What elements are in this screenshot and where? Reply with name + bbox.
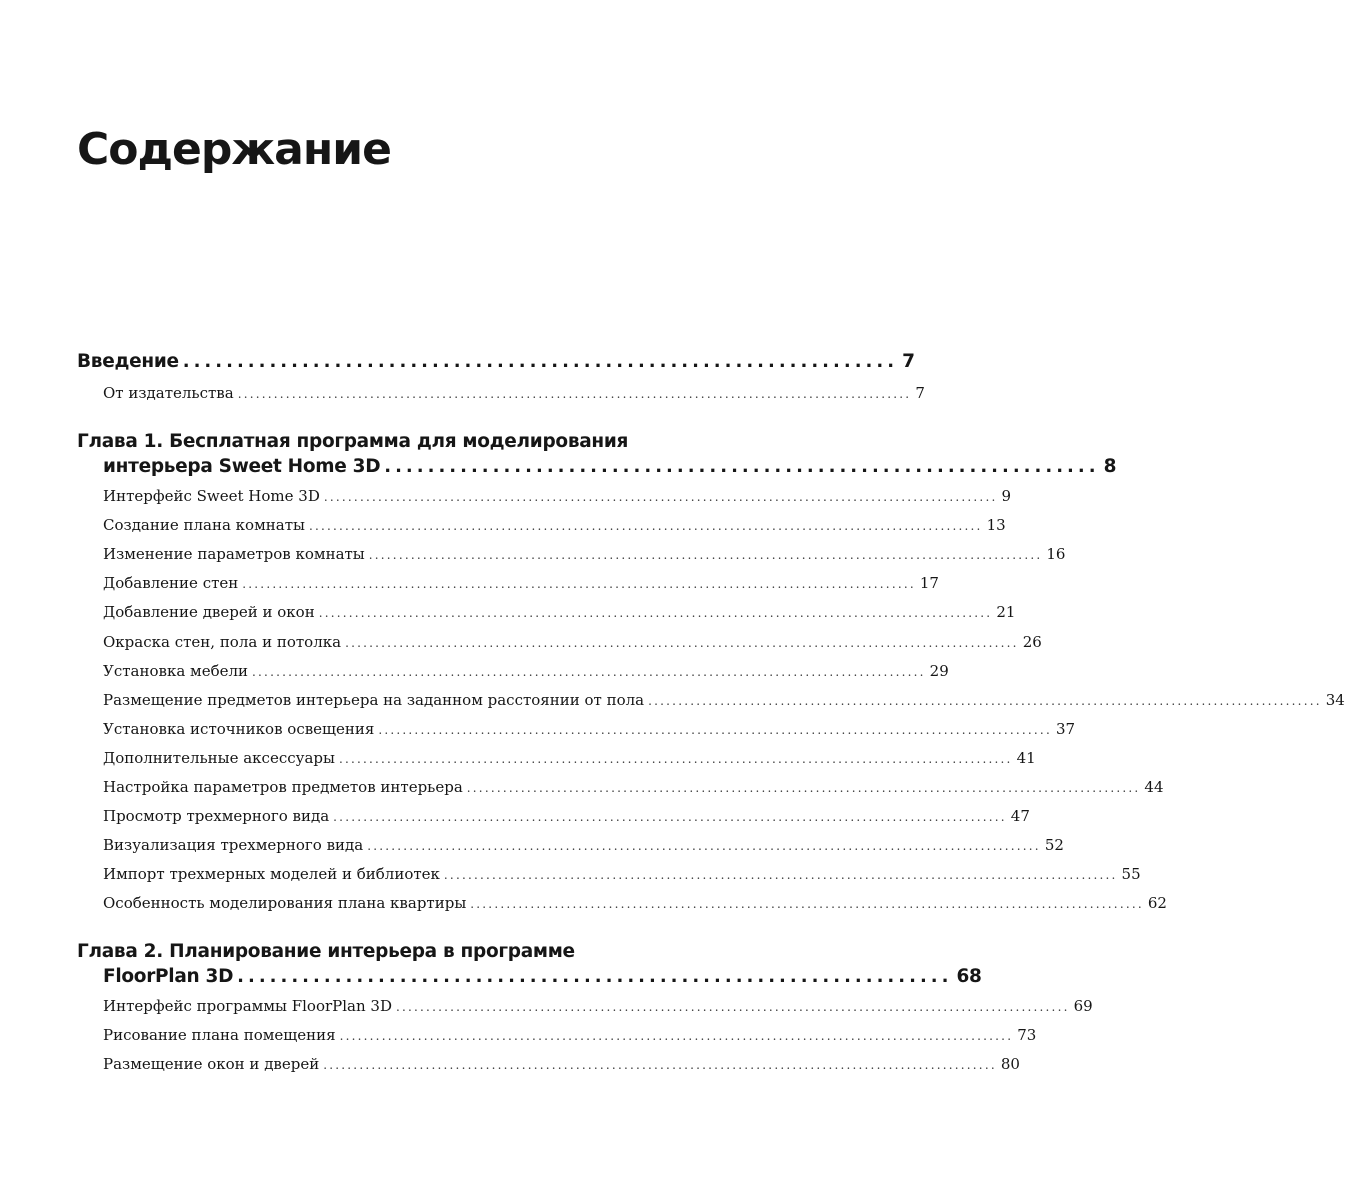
toc-entry[interactable]: [103, 748, 1036, 769]
toc-entry-page: 52: [1044, 836, 1064, 854]
toc-entry-title: Настройка параметров предметов интерьера: [103, 778, 463, 796]
toc-entry-title: Изменение параметров комнаты: [103, 545, 365, 563]
toc-entry-page: 47: [1010, 807, 1030, 825]
toc-entry-page: 9: [1001, 487, 1012, 505]
leader-dots: ................................................................................................................: [470, 897, 1144, 911]
leader-dots: ................................................................................................................: [443, 868, 1118, 882]
leader-dots: ................................................................................................................: [367, 839, 1041, 853]
toc-entry[interactable]: [103, 383, 925, 404]
toc-entry-title: интерьера Sweet Home 3D: [103, 456, 381, 477]
toc-entry-title: Импорт трехмерных моделей и библиотек: [103, 865, 440, 883]
leader-dots: ..................................................................: [182, 351, 899, 372]
toc-entry-page: 55: [1121, 865, 1141, 883]
toc-entry-page: 7: [902, 351, 915, 372]
toc-entry-page: 16: [1046, 545, 1066, 563]
leader-dots: ................................................................................................................: [648, 694, 1322, 708]
toc-entry-page: 29: [929, 662, 949, 680]
leader-dots: ................................................................................................................: [308, 519, 983, 533]
leader-dots: ................................................................................................................: [378, 723, 1052, 737]
toc-entry-title: Интерфейс Sweet Home 3D: [103, 487, 320, 505]
toc-entry-page: 21: [996, 603, 1016, 621]
toc-entry[interactable]: [103, 1054, 1020, 1075]
leader-dots: ................................................................................................................: [395, 1000, 1070, 1014]
toc-entry-title: Добавление стен: [103, 574, 239, 592]
toc-entry-intro[interactable]: [77, 350, 915, 374]
toc-entry-title: Добавление дверей и окон: [103, 603, 315, 621]
toc-entry[interactable]: [103, 632, 1042, 653]
toc-entry-title: FloorPlan 3D: [103, 966, 234, 987]
leader-dots: ................................................................................................................: [323, 490, 998, 504]
toc-entry-title: Дополнительные аксессуары: [103, 749, 335, 767]
chapter1-heading-line1[interactable]: Глава 1. Бесплатная программа для моделирования: [77, 431, 629, 452]
toc-entry[interactable]: [103, 835, 1064, 856]
toc-entry-page: 26: [1022, 633, 1042, 651]
toc-entry-title: Интерфейс программы FloorPlan 3D: [103, 997, 392, 1015]
leader-dots: ................................................................................................................: [466, 781, 1141, 795]
toc-entry-title: Окраска стен, пола и потолка: [103, 633, 342, 651]
toc-entry[interactable]: [103, 573, 939, 594]
toc-entry-page: 17: [919, 574, 939, 592]
leader-dots: ................................................................................................................: [318, 606, 993, 620]
toc-entry-page: 41: [1016, 749, 1036, 767]
toc-entry[interactable]: [103, 602, 1016, 623]
toc-entry-chapter2[interactable]: [103, 965, 982, 989]
toc-entry-page: 34: [1325, 691, 1345, 709]
toc-entry[interactable]: [103, 486, 1012, 507]
toc-entry-page: 68: [956, 966, 982, 987]
leader-dots: ................................................................................................................: [368, 548, 1043, 562]
leader-dots: ................................................................................................................: [252, 665, 926, 679]
toc-entry[interactable]: [103, 515, 1006, 536]
toc-entry[interactable]: [103, 996, 1093, 1017]
toc-entry-page: 37: [1055, 720, 1076, 738]
toc-entry-title: Визуализация трехмерного вида: [103, 836, 364, 854]
toc-entry[interactable]: [103, 777, 1164, 798]
page-title: Содержание: [77, 124, 391, 175]
toc-entry-title: Просмотр трехмерного вида: [103, 807, 330, 825]
toc-entry[interactable]: [103, 893, 1167, 914]
toc-entry[interactable]: [103, 661, 949, 682]
toc-entry[interactable]: [103, 719, 1076, 740]
toc-entry-page: 7: [915, 384, 925, 402]
leader-dots: ................................................................................................................: [323, 1058, 997, 1072]
toc-entry[interactable]: [103, 544, 1066, 565]
leader-dots: ................................................................................................................: [333, 810, 1007, 824]
toc-entry-page: 13: [986, 516, 1006, 534]
toc-entry-title: Особенность моделирования плана квартиры: [103, 894, 467, 912]
toc-entry-page: 62: [1147, 894, 1167, 912]
toc-entry-title: Введение: [77, 351, 179, 372]
toc-entry-title: Создание плана комнаты: [103, 516, 305, 534]
toc-entry-page: 80: [1000, 1055, 1020, 1073]
leader-dots: ..................................................................: [384, 456, 1100, 477]
toc-entry-title: Установка источников освещения: [103, 720, 375, 738]
toc-entry-title: Размещение предметов интерьера на заданном расстоянии от пола: [103, 691, 645, 709]
leader-dots: ................................................................................................................: [237, 387, 912, 401]
leader-dots: ................................................................................................................: [242, 577, 916, 591]
toc-entry-page: 73: [1017, 1026, 1037, 1044]
leader-dots: ................................................................................................................: [339, 1029, 1014, 1043]
leader-dots: ..................................................................: [237, 966, 953, 987]
leader-dots: ................................................................................................................: [345, 636, 1019, 650]
toc-entry-page: 69: [1073, 997, 1093, 1015]
toc-entry[interactable]: [103, 690, 1345, 711]
leader-dots: ................................................................................................................: [338, 752, 1013, 766]
toc-entry[interactable]: [103, 806, 1030, 827]
toc-entry-page: 8: [1103, 456, 1117, 477]
chapter2-heading-line1[interactable]: Глава 2. Планирование интерьера в программе: [77, 941, 575, 962]
toc-entry-title: Установка мебели: [103, 662, 249, 680]
toc-entry-page: 44: [1144, 778, 1164, 796]
toc-entry-title: Рисование плана помещения: [103, 1026, 336, 1044]
toc-entry-title: Размещение окон и дверей: [103, 1055, 320, 1073]
toc-entry[interactable]: [103, 1025, 1037, 1046]
toc-entry-chapter1[interactable]: [103, 455, 1117, 479]
toc-entry-title: От издательства: [103, 384, 234, 402]
toc-entry[interactable]: [103, 864, 1141, 885]
